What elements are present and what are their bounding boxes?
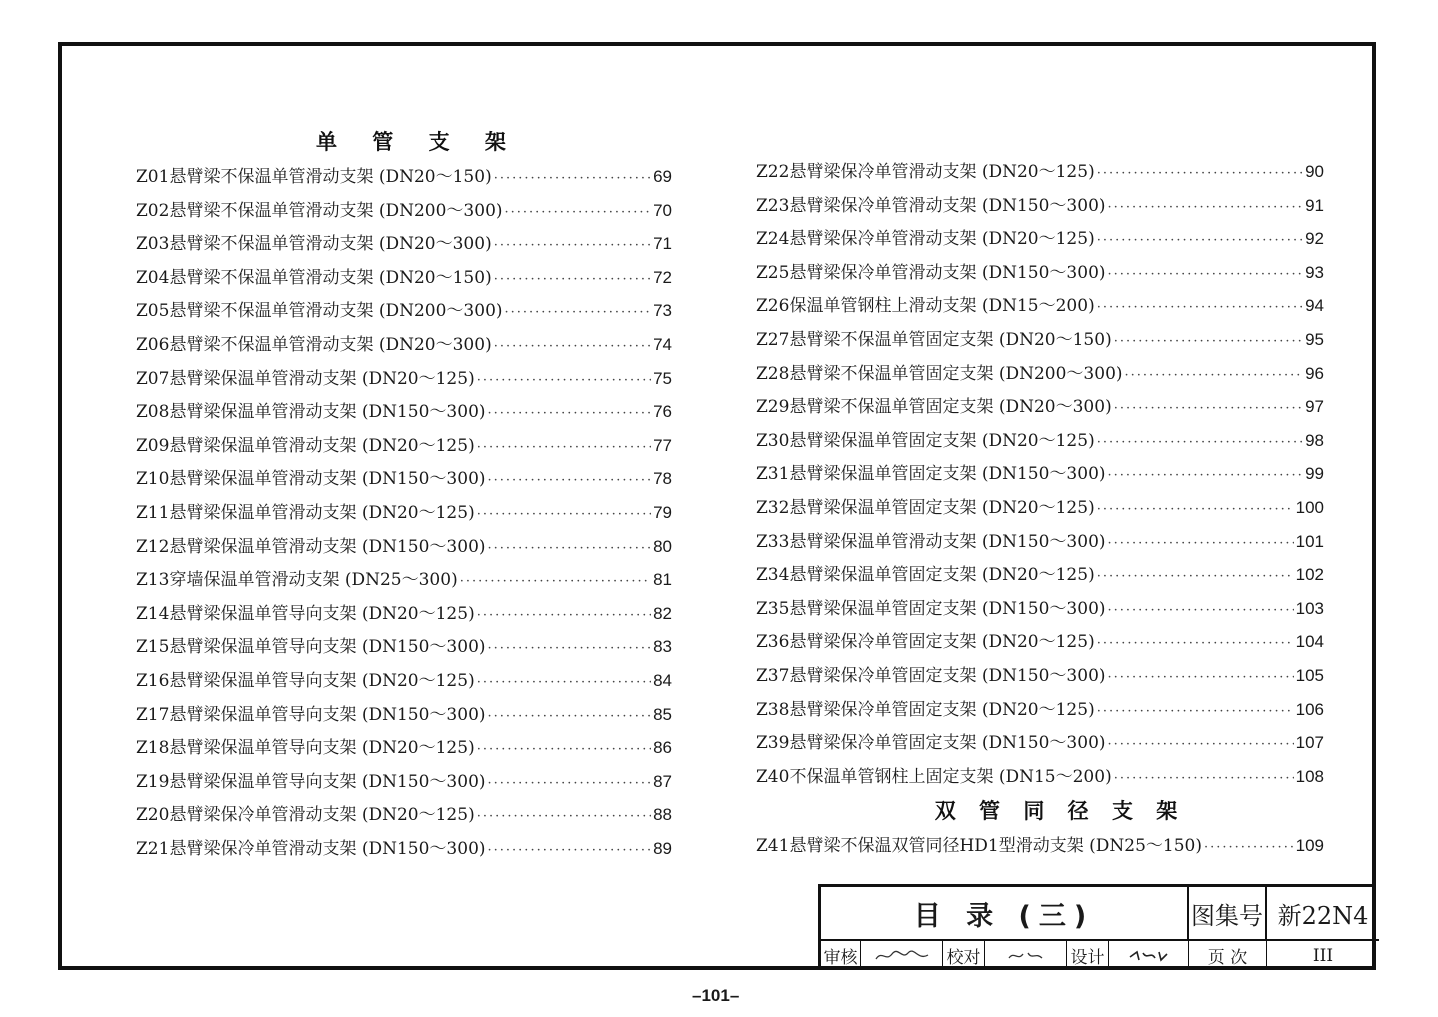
toc-leader-dots	[477, 666, 651, 700]
toc-entry-title: Z18悬臂梁保温单管导向支架 (DN20～125)	[136, 738, 475, 759]
toc-entry	[756, 256, 1324, 290]
toc-entry-title: Z06悬臂梁不保温单管滑动支架 (DN20～300)	[136, 334, 492, 355]
toc-leader-dots	[488, 834, 652, 868]
toc-entry-page: 72	[653, 267, 672, 287]
toc-entry-title: Z27悬臂梁不保温单管固定支架 (DN20～150)	[756, 329, 1112, 350]
toc-entry-title: Z01悬臂梁不保温单管滑动支架 (DN20～150)	[136, 167, 492, 187]
toc-entry-title: Z32悬臂梁保温单管固定支架 (DN20～125)	[756, 497, 1095, 518]
toc-entry	[136, 530, 672, 564]
toc-entry-page: 92	[1305, 229, 1324, 249]
toc-entry-page: 104	[1295, 632, 1324, 652]
toc-entry-page: 94	[1305, 296, 1324, 316]
toc-entry	[136, 294, 672, 328]
toc-entry-page: 81	[653, 570, 672, 590]
toc-right-column	[756, 155, 1324, 863]
toc-entry-title: Z03悬臂梁不保温单管滑动支架 (DN20～300)	[136, 234, 492, 255]
toc-double-list	[756, 829, 1324, 863]
toc-entry-page: 93	[1305, 262, 1324, 282]
toc-leader-dots	[1097, 560, 1294, 594]
toc-entry-title: Z22悬臂梁保冷单管滑动支架 (DN20～125)	[756, 162, 1095, 182]
toc-entry-page: 70	[653, 200, 672, 220]
toc-entry	[136, 395, 672, 429]
toc-leader-dots	[1114, 762, 1294, 796]
toc-entry-title: Z13穿墙保温单管滑动支架 (DN25～300)	[136, 570, 458, 591]
toc-entry-title: Z12悬臂梁保温单管滑动支架 (DN150～300)	[136, 536, 486, 557]
toc-entry	[136, 261, 672, 295]
single-pipe-section-title: 单 管 支 架	[316, 130, 520, 154]
toc-entry	[756, 323, 1324, 357]
toc-entry-page: 73	[653, 301, 672, 321]
toc-entry	[756, 760, 1324, 794]
toc-entry	[136, 731, 672, 765]
toc-entry-page: 84	[653, 670, 672, 690]
toc-leader-dots	[477, 498, 651, 532]
toc-entry	[756, 155, 1324, 189]
signature-scribble-check	[1006, 948, 1046, 964]
toc-entry	[136, 832, 672, 866]
toc-leader-dots	[1097, 627, 1294, 661]
toc-entry-title: Z11悬臂梁保温单管滑动支架 (DN20～125)	[136, 502, 475, 523]
toc-entry-page: 71	[653, 234, 672, 254]
toc-entry-title: Z33悬臂梁保温单管滑动支架 (DN150～300)	[756, 531, 1106, 552]
toc-entry	[136, 496, 672, 530]
toc-entry-title: Z28悬臂梁不保温单管固定支架 (DN200～300)	[756, 363, 1123, 384]
toc-entry-page: 74	[653, 334, 672, 354]
toc-entry-title: Z36悬臂梁保冷单管固定支架 (DN20～125)	[756, 632, 1095, 653]
toc-entry-title: Z23悬臂梁保冷单管滑动支架 (DN150～300)	[756, 195, 1106, 216]
toc-leader-dots	[1097, 291, 1303, 325]
toc-entry-title: Z29悬臂梁不保温单管固定支架 (DN20～300)	[756, 397, 1112, 418]
toc-entry-page: 105	[1295, 665, 1324, 685]
toc-entry	[136, 227, 672, 261]
design-label: 设计	[1067, 941, 1109, 970]
toc-entry-title: Z15悬臂梁保温单管导向支架 (DN150～300)	[136, 637, 486, 658]
toc-leader-dots	[494, 263, 651, 297]
toc-entry	[136, 429, 672, 463]
toc-entry	[756, 659, 1324, 693]
toc-entry-page: 87	[653, 771, 672, 791]
toc-entry	[136, 194, 672, 228]
toc-entry-page: 86	[653, 738, 672, 758]
toc-entry-title: Z04悬臂梁不保温单管滑动支架 (DN20～150)	[136, 267, 492, 288]
toc-entry	[756, 289, 1324, 323]
toc-entry-title: Z40不保温单管钢柱上固定支架 (DN15～200)	[756, 766, 1112, 787]
toc-entry-title: Z25悬臂梁保冷单管滑动支架 (DN150～300)	[756, 262, 1106, 283]
toc-leader-dots	[1108, 191, 1304, 225]
toc-entry-page: 106	[1295, 699, 1324, 719]
toc-leader-dots	[1114, 325, 1303, 359]
toc-leader-dots	[1097, 426, 1303, 460]
toc-entry-page: 78	[653, 469, 672, 489]
toc-entry-page: 79	[653, 502, 672, 522]
toc-leader-dots	[1097, 695, 1294, 729]
toc-entry	[136, 798, 672, 832]
check-label: 校对	[943, 941, 985, 970]
toc-leader-dots	[477, 364, 651, 398]
toc-entry	[756, 424, 1324, 458]
toc-leader-dots	[1097, 224, 1303, 258]
toc-entry-page: 96	[1305, 363, 1324, 383]
toc-entry-page: 107	[1295, 733, 1324, 753]
toc-entry-title: Z14悬臂梁保温单管导向支架 (DN20～125)	[136, 603, 475, 624]
toc-left-column	[136, 160, 672, 865]
toc-entry	[136, 328, 672, 362]
atlas-number-label: 图集号	[1189, 887, 1267, 941]
toc-entry-page: 100	[1295, 497, 1324, 517]
toc-entry-title: Z07悬臂梁保温单管滑动支架 (DN20～125)	[136, 368, 475, 389]
toc-leader-dots	[1097, 157, 1303, 191]
toc-leader-dots	[505, 196, 652, 230]
toc-entry-title: Z16悬臂梁保温单管导向支架 (DN20～125)	[136, 670, 475, 691]
toc-entry-title: Z31悬臂梁保温单管固定支架 (DN150～300)	[756, 464, 1106, 485]
toc-entry-page: 77	[653, 435, 672, 455]
toc-leader-dots	[488, 397, 652, 431]
toc-entry-title: Z39悬臂梁保冷单管固定支架 (DN150～300)	[756, 733, 1106, 754]
toc-entry-title: Z05悬臂梁不保温单管滑动支架 (DN200～300)	[136, 301, 503, 322]
toc-leader-dots	[488, 532, 652, 566]
toc-entry	[136, 362, 672, 396]
toc-entry-page: 102	[1295, 565, 1324, 585]
toc-entry-title: Z41悬臂梁不保温双管同径HD1型滑动支架 (DN25～150)	[756, 836, 1202, 857]
toc-leader-dots	[1108, 527, 1294, 561]
toc-entry-page: 101	[1295, 531, 1324, 551]
toc-entry-title: Z35悬臂梁保温单管固定支架 (DN150～300)	[756, 598, 1106, 619]
toc-leader-dots	[1125, 359, 1304, 393]
toc-entry	[136, 563, 672, 597]
toc-leader-dots	[494, 162, 651, 196]
signature-scribble-design	[1127, 948, 1171, 964]
toc-leader-dots	[488, 767, 652, 801]
toc-entry	[756, 525, 1324, 559]
toc-entry	[756, 693, 1324, 727]
toc-entry-page: 83	[653, 637, 672, 657]
toc-entry-page: 91	[1305, 195, 1324, 215]
double-pipe-section-title: 双 管 同 径 支 架	[934, 799, 1186, 824]
toc-leader-dots	[1108, 594, 1294, 628]
page-sequence-label: 页 次	[1189, 941, 1267, 970]
toc-entry-title: Z08悬臂梁保温单管滑动支架 (DN150～300)	[136, 402, 486, 423]
toc-entry	[756, 726, 1324, 760]
toc-entry-title: Z37悬臂梁保冷单管固定支架 (DN150～300)	[756, 665, 1106, 686]
toc-leader-dots	[488, 700, 652, 734]
toc-entry	[136, 597, 672, 631]
toc-entry-page: 80	[653, 536, 672, 556]
toc-leader-dots	[1108, 459, 1304, 493]
toc-entry-title: Z21悬臂梁保冷单管滑动支架 (DN150～300)	[136, 838, 486, 859]
toc-entry	[756, 189, 1324, 223]
toc-leader-dots	[477, 733, 651, 767]
toc-entry	[136, 160, 672, 194]
toc-leader-dots	[477, 599, 651, 633]
toc-entry-title: Z17悬臂梁保温单管导向支架 (DN150～300)	[136, 704, 486, 725]
toc-entry-title: Z30悬臂梁保温单管固定支架 (DN20～125)	[756, 430, 1095, 451]
review-label: 审核	[821, 941, 861, 970]
toc-entry-page: 85	[653, 704, 672, 724]
toc-leader-dots	[1114, 392, 1303, 426]
toc-entry	[136, 462, 672, 496]
contents-title: 目 录 (三)	[821, 887, 1189, 941]
toc-entry-page: 99	[1305, 464, 1324, 484]
toc-entry	[756, 829, 1324, 863]
toc-entry-page: 82	[653, 603, 672, 623]
toc-entry-page: 75	[653, 368, 672, 388]
toc-leader-dots	[1097, 493, 1294, 527]
toc-entry-title: Z19悬臂梁保温单管导向支架 (DN150～300)	[136, 771, 486, 792]
toc-entry	[756, 357, 1324, 391]
page-sequence-number: III	[1312, 945, 1334, 966]
title-block	[818, 884, 1376, 970]
toc-entry-page: 89	[653, 838, 672, 858]
toc-entry-page: 76	[653, 402, 672, 422]
toc-entry-title: Z38悬臂梁保冷单管固定支架 (DN20～125)	[756, 699, 1095, 720]
toc-entry-title: Z20悬臂梁保冷单管滑动支架 (DN20～125)	[136, 805, 475, 826]
toc-entry	[756, 592, 1324, 626]
toc-leader-dots	[1204, 831, 1294, 865]
toc-leader-dots	[1108, 728, 1294, 762]
toc-entry-title: Z09悬臂梁保温单管滑动支架 (DN20～125)	[136, 435, 475, 456]
toc-leader-dots	[488, 632, 652, 666]
toc-leader-dots	[488, 464, 652, 498]
toc-leader-dots	[494, 330, 651, 364]
toc-entry	[756, 457, 1324, 491]
toc-entry-page: 109	[1295, 836, 1324, 856]
toc-entry-page: 88	[653, 805, 672, 825]
toc-leader-dots	[1108, 258, 1304, 292]
toc-entry	[756, 222, 1324, 256]
toc-right-single-list	[756, 155, 1324, 793]
toc-entry	[756, 558, 1324, 592]
check-signature	[985, 941, 1067, 970]
toc-entry-page: 98	[1305, 430, 1324, 450]
design-signature	[1109, 941, 1189, 970]
toc-entry-title: Z34悬臂梁保温单管固定支架 (DN20～125)	[756, 565, 1095, 586]
toc-leader-dots	[494, 229, 651, 263]
toc-entry-title: Z10悬臂梁保温单管滑动支架 (DN150～300)	[136, 469, 486, 490]
atlas-number: 新22N4	[1267, 887, 1379, 941]
review-signature	[861, 941, 943, 970]
toc-entry-title: Z02悬臂梁不保温单管滑动支架 (DN200～300)	[136, 200, 503, 221]
toc-leader-dots	[505, 296, 652, 330]
toc-entry-title: Z26保温单管钢柱上滑动支架 (DN15～200)	[756, 296, 1095, 317]
toc-entry-page: 103	[1295, 598, 1324, 618]
toc-entry	[756, 625, 1324, 659]
toc-entry-page: 90	[1305, 162, 1324, 181]
toc-leader-dots	[460, 565, 651, 599]
toc-entry	[136, 698, 672, 732]
toc-entry-page: 95	[1305, 329, 1324, 349]
toc-leader-dots	[1108, 661, 1294, 695]
toc-entry-page: 108	[1295, 766, 1324, 786]
toc-entry	[136, 765, 672, 799]
toc-entry-page: 97	[1305, 397, 1324, 417]
toc-entry-title: Z24悬臂梁保冷单管滑动支架 (DN20～125)	[756, 229, 1095, 250]
toc-entry	[136, 664, 672, 698]
toc-entry	[136, 630, 672, 664]
toc-entry-page: 69	[653, 167, 672, 186]
toc-leader-dots	[477, 431, 651, 465]
toc-entry	[756, 491, 1324, 525]
page-number-footer: –101–	[692, 986, 740, 1005]
toc-entry	[756, 390, 1324, 424]
toc-leader-dots	[477, 800, 651, 834]
signature-scribble-review	[872, 948, 932, 964]
